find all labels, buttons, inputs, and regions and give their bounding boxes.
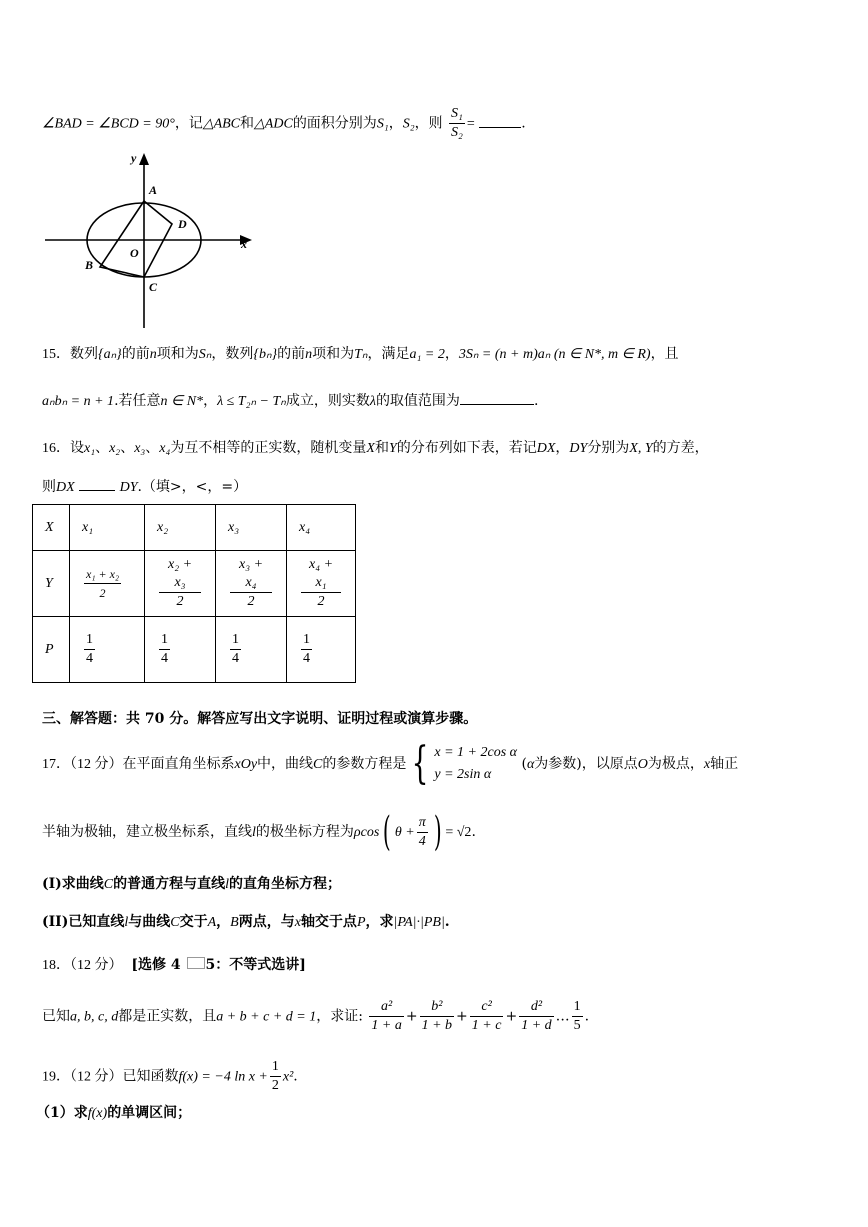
q18-line1: 18．（12 分） [选修 4 5：不等式选讲] bbox=[42, 957, 306, 973]
ellipse-figure bbox=[40, 148, 270, 338]
answer-blank-16 bbox=[79, 478, 115, 491]
distribution-table bbox=[32, 504, 356, 683]
system-brace: { bbox=[411, 738, 429, 789]
q17-line2: 半轴为极轴，建立极坐标系，直线l的极坐标方程为ρcos( θ + $\frac{\pi}{4}$ ) = √2. bbox=[42, 809, 476, 855]
label-A: A bbox=[149, 183, 158, 197]
q19-line1: 19．（12 分）已知函数f(x) = −4 ln x + $\frac{1}{2}$ x². bbox=[42, 1059, 298, 1093]
quadrilateral-abcd bbox=[100, 201, 172, 277]
q17-part2: (II)已知直线l与曲线C交于A，B两点，与x轴交于点P，求|PA|·|PB|. bbox=[42, 914, 450, 930]
q15-line1: 15．数列{aₙ}的前n项和为Sₙ，数列{bₙ}的前n项和为Tₙ，满足a₁ = 2，3Sₙ = (n + m)aₙ (n ∈ N*, m ∈ R)，且 bbox=[42, 346, 679, 362]
label-C: C bbox=[149, 280, 158, 294]
q16-line1: 16．设x₁、x₂、x₃、x₄为互不相等的正实数，随机变量X和Y的分布列如下表，若记DX，DY分别为X, Y的方差， bbox=[42, 440, 709, 456]
q19-part1: （1）求f(x)的单调区间； bbox=[36, 1105, 192, 1121]
table-row: P $\frac{1}{4}$ $\frac{1}{4}$ $\frac{1}{4}$ $\frac{1}{4}$ bbox=[33, 617, 356, 683]
label-D: D bbox=[178, 217, 187, 231]
section-heading: 三、解答题：共 70 分。解答应写出文字说明、证明过程或演算步骤。 bbox=[42, 711, 478, 727]
answer-blank-15 bbox=[460, 392, 534, 405]
q17-part1: (I)求曲线C的普通方程与直线l的直角坐标方程； bbox=[42, 876, 342, 892]
parametric-system: x = 1 + 2cos α y = 2sin α bbox=[434, 745, 518, 782]
q14-condition: ∠BAD = ∠BCD = 90° bbox=[42, 116, 175, 132]
table-row: Y $\frac{\text{x₁ + x₂}}{2}$ $\frac{\text{x₂ + x₃}}{2}$ $\frac{\text{x₃ + x₄}}{2}$ $\frac{\text{x₄ + x₁}}{2}$ bbox=[33, 551, 356, 617]
label-B: B bbox=[85, 258, 94, 272]
missing-glyph-box bbox=[187, 957, 205, 969]
label-O: O bbox=[130, 246, 139, 260]
area-ratio-fraction: $\frac{\text{S₁}}{\text{S₂}}$ bbox=[451, 106, 463, 140]
answer-blank-14 bbox=[479, 115, 521, 128]
label-y: y bbox=[131, 151, 137, 165]
q16-line2: 则DX DY.（填>，<，=） bbox=[42, 479, 248, 495]
table-row: X x₁ x₂ x₃ x₄ bbox=[33, 505, 356, 551]
label-x: x bbox=[241, 237, 247, 251]
q18-line2: 已知a, b, c, d都是正实数，且a + b + c + d = 1，求证: $\frac{\text{a²}}{1 + a}$ + $\frac{\text{b²}}{1 + b}$ + $\frac{\text{c²}}{1 + c}$ + $\frac{\text{d²}}{1 + d}$ … $\frac{1}{5}$ . bbox=[42, 999, 590, 1033]
y-axis-arrow bbox=[139, 153, 149, 165]
q14-line: ∠BAD = ∠BCD = 90°，记△ABC和△ADC的面积分别为S₁，S₂，则 $\frac{\text{S₁}}{\text{S₂}}$ = . bbox=[42, 106, 526, 140]
q15-line2: aₙbₙ = n + 1.若任意n ∈ N*，λ ≤ T₂ₙ − Tₙ成立，则实数λ的取值范围为 . bbox=[42, 393, 539, 409]
q17-line1: 17．（12 分）在平面直角坐标系xOy中，曲线C的参数方程是 { x = 1 + 2cos α y = 2sin α (α为参数)，以原点O为极点，x轴正 bbox=[42, 738, 739, 789]
